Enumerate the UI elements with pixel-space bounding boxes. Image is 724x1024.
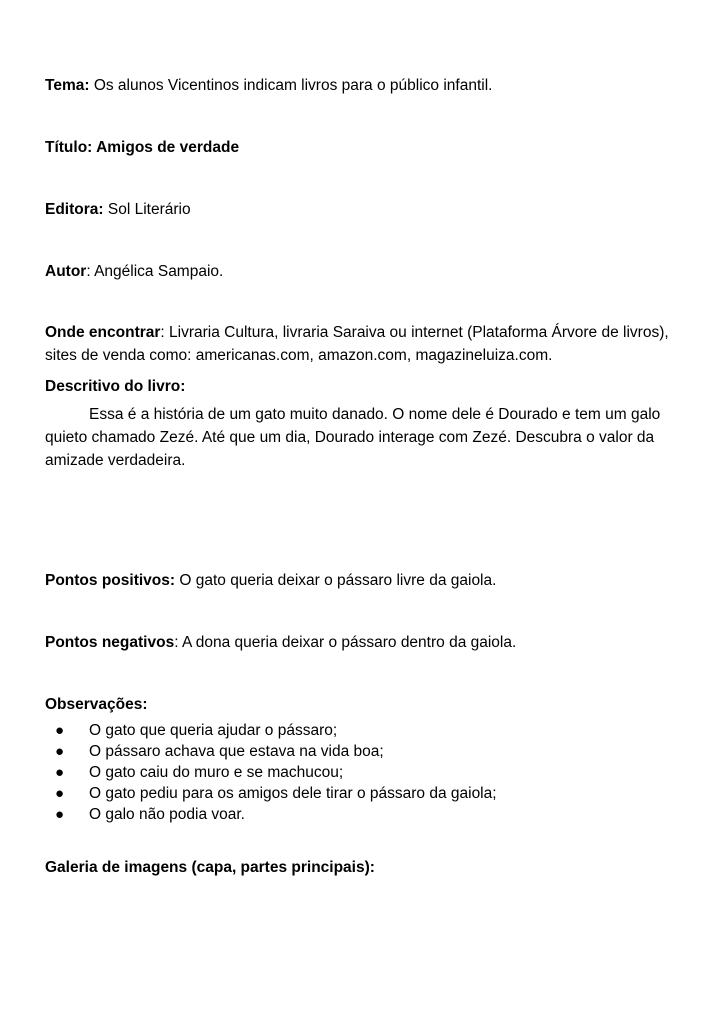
descritivo-heading [45, 375, 680, 398]
list-item-text: O galo não podia voar. [89, 806, 245, 823]
list-item [45, 804, 680, 825]
onde-encontrar-paragraph [45, 321, 680, 367]
descritivo-text: Essa é a história de um gato muito danado. O nome dele é Dourado e tem um galo quieto chamado Zezé. Até que um dia, Dourado interage com Zezé. Descubra o valor da amizade verdadeira. [45, 406, 661, 469]
list-item-text: O pássaro achava que estava na vida boa; [89, 743, 384, 760]
onde-encontrar-label: Onde encontrar [45, 324, 161, 341]
bullet-icon: ● [55, 722, 65, 739]
tema-value: Os alunos Vicentinos indicam livros para o público infantil. [89, 77, 493, 94]
galeria-heading [45, 856, 680, 879]
titulo-label: Título: Amigos de verdade [45, 139, 240, 156]
list-item [45, 720, 680, 741]
autor-line [45, 260, 680, 283]
list-item-text: O gato pediu para os amigos dele tirar o pássaro da gaiola; [89, 785, 497, 802]
autor-value: : Angélica Sampaio. [86, 263, 224, 280]
tema-label: Tema: [45, 77, 90, 94]
bullet-icon: ● [55, 785, 65, 802]
autor-label: Autor [45, 263, 87, 280]
editora-label: Editora: [45, 201, 104, 218]
editora-value: Sol Literário [103, 201, 191, 218]
list-item [45, 783, 680, 804]
observacoes-label: Observações: [45, 696, 148, 713]
list-item [45, 762, 680, 783]
list-item-text: O gato caiu do muro e se machucou; [89, 764, 344, 781]
observacoes-heading [45, 693, 680, 716]
descritivo-label: Descritivo do livro: [45, 378, 186, 395]
tema-line [45, 74, 680, 97]
observacoes-list [45, 720, 680, 825]
pontos-negativos-label: Pontos negativos [45, 634, 175, 651]
pontos-negativos-line [45, 631, 680, 654]
pontos-positivos-value: O gato queria deixar o pássaro livre da gaiola. [175, 572, 497, 589]
bullet-icon: ● [55, 743, 65, 760]
list-item-text: O gato que queria ajudar o pássaro; [89, 722, 338, 739]
onde-encontrar-value: : Livraria Cultura, livraria Saraiva ou internet (Plataforma Árvore de livros), sites de venda como: americanas.com, amazon.com, magazineluiza.com. [45, 324, 669, 364]
bullet-icon: ● [55, 806, 65, 823]
galeria-label: Galeria de imagens (capa, partes principais): [45, 859, 375, 876]
pontos-negativos-value: : A dona queria deixar o pássaro dentro da gaiola. [174, 634, 517, 651]
titulo-line [45, 136, 680, 159]
pontos-positivos-line [45, 569, 680, 592]
list-item [45, 741, 680, 762]
pontos-positivos-label: Pontos positivos: [45, 572, 176, 589]
bullet-icon: ● [55, 764, 65, 781]
editora-line [45, 198, 680, 221]
